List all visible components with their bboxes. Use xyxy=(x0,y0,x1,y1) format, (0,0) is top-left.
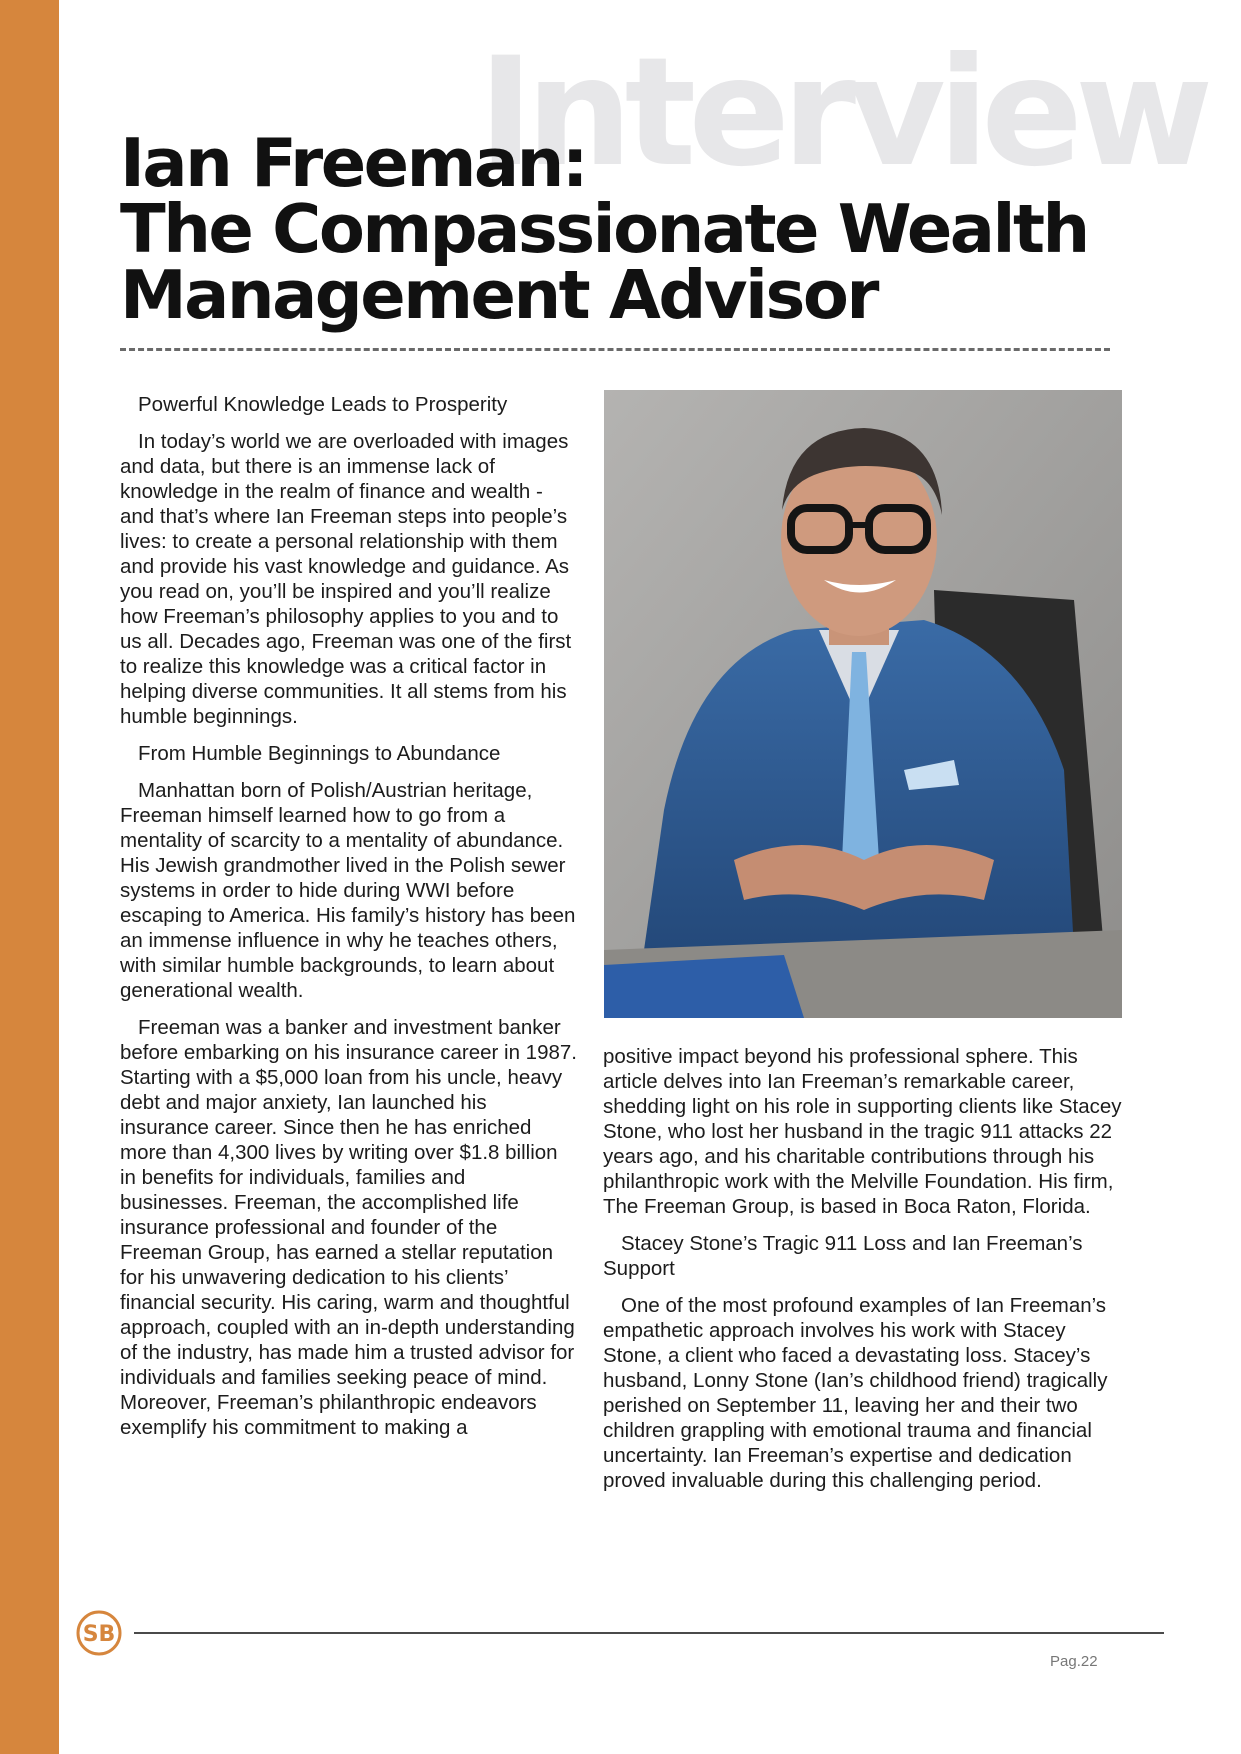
subheading-knowledge: Powerful Knowledge Leads to Prosperity xyxy=(138,393,508,416)
footer-divider xyxy=(134,1632,1164,1634)
page-number: Pag.22 xyxy=(1050,1653,1098,1670)
sb-logo-icon xyxy=(75,1609,123,1657)
article-title xyxy=(120,124,1120,334)
logo-text: SB xyxy=(82,1622,116,1647)
article-column-left xyxy=(120,392,578,1452)
portrait-photo-icon xyxy=(604,390,1122,1018)
paragraph-stacey-stone: One of the most profound examples of Ian Freeman’s empathetic approach involves his work with Stacey Stone, a client who faced a devastating loss. Stacey’s husband, Lonny Stone (Ian’s childhood friend) tragically perished on September 11, leaving her and their two children grappling with emotional trauma and financial uncertainty. Ian Freeman’s expertise and dedication proved invaluable during this challenging period. xyxy=(603,1294,1108,1492)
title-divider xyxy=(120,348,1110,351)
paragraph-intro: In today’s world we are overloaded with images and data, but there is an immense lack of knowledge in the realm of finance and wealth - and that’s where Ian Freeman steps into people’s lives: to create a personal relationship with them and provide his vast knowledge and guidance. As you read on, you’ll be inspired and you’ll realize how Freeman’s philosophy applies to you and to us all. Decades ago, Freeman was one of the first to realize this knowledge was a critical factor in helping diverse communities. It all stems from his humble beginnings. xyxy=(120,430,572,728)
subheading-beginnings: From Humble Beginnings to Abundance xyxy=(138,742,501,765)
paragraph-heritage: Manhattan born of Polish/Austrian heritage, Freeman himself learned how to go from a mentality of scarcity to a mentality of abundance. His Jewish grandmother lived in the Polish sewer systems in order to hide during WWI before escaping to America. His family’s history has been an immense influence in why he teaches others, with similar humble backgrounds, to learn about generational wealth. xyxy=(120,779,576,1002)
paragraph-career: Freeman was a banker and investment banker before embarking on his insurance career in 1987. Starting with a $5,000 loan from his uncle, heavy debt and major anxiety, Ian launched his insurance career. Since then he has enriched more than 4,300 lives by writing over $1.8 billion in benefits for individuals, families and businesses. Freeman, the accomplished life insurance professional and founder of the Freeman Group, has earned a stellar reputation for his unwavering dedication to his clients’ financial security. His caring, warm and thoughtful approach, coupled with an in-depth understanding of the industry, has made him a trusted advisor for individuals and families seeking peace of mind. Moreover, Freeman’s philanthropic endeavors exemplify his commitment to making a xyxy=(120,1016,577,1439)
title-line-2: The Compassionate Wealth xyxy=(120,190,1088,268)
section-watermark: Interview xyxy=(478,26,1206,200)
paragraph-impact: positive impact beyond his professional sphere. This article delves into Ian Freeman’s remarkable career, shedding light on his role in supporting clients like Stacey Stone, who lost her husband in the tragic 911 attacks 22 years ago, and his charitable contributions through his philanthropic work with the Melville Foundation. His firm, The Freeman Group, is based in Boca Raton, Florida. xyxy=(603,1045,1122,1218)
subheading-stacey-stone: Stacey Stone’s Tragic 911 Loss and Ian Freeman’s Support xyxy=(603,1232,1083,1280)
title-line-3: Management Advisor xyxy=(120,256,877,334)
side-accent-bar xyxy=(0,0,59,1754)
article-column-right xyxy=(603,1044,1123,1505)
title-line-1: Ian Freeman: xyxy=(120,124,587,202)
